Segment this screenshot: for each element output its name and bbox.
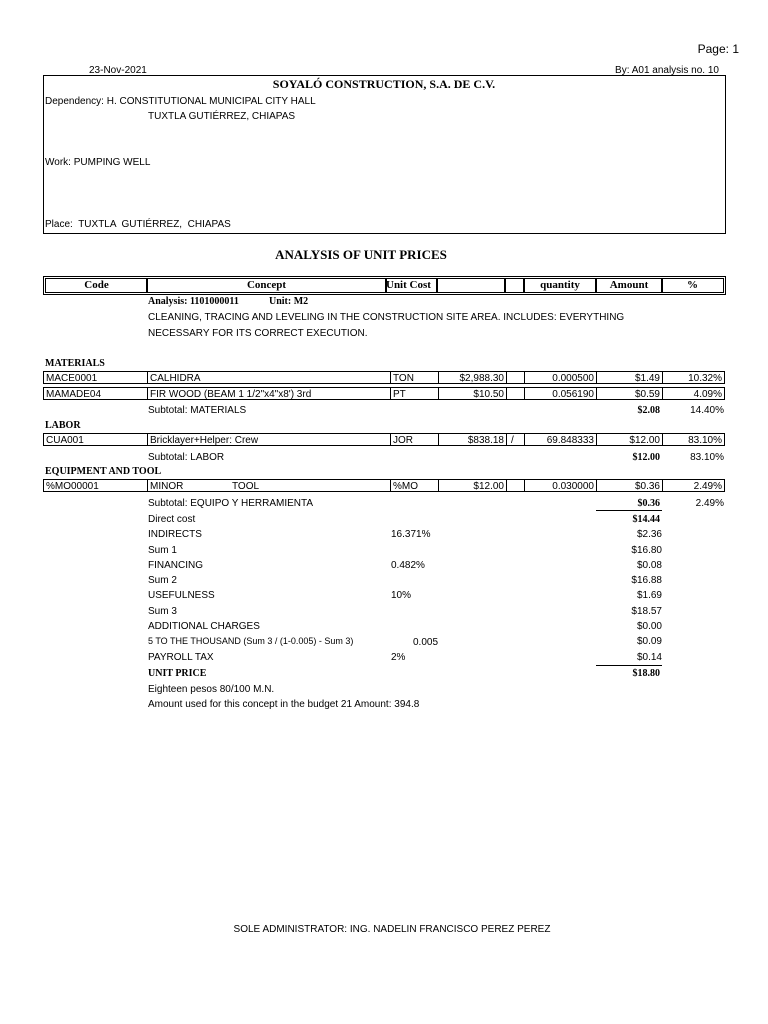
section-equipment-title: EQUIPMENT AND TOOL (45, 466, 162, 477)
row-amount: $1.49 (596, 371, 662, 384)
usefulness-label: USEFULNESS (148, 590, 215, 601)
row-pct: 83.10% (662, 433, 725, 446)
materials-subtotal-label: Subtotal: MATERIALS (148, 405, 247, 416)
row-code: MAMADE04 (43, 387, 147, 400)
row-unit: %MO (390, 479, 438, 492)
unit-price-label: UNIT PRICE (148, 668, 207, 679)
dependency-label: Dependency: (45, 96, 104, 107)
row-qty: 0.030000 (524, 479, 596, 492)
col-blank-2 (504, 278, 525, 293)
dependency-value: H. CONSTITUTIONAL MUNICIPAL CITY HALL (106, 96, 316, 107)
equipment-subtotal-label: Subtotal: EQUIPO Y HERRAMIENTA (148, 498, 314, 509)
five-thousand-label: 5 TO THE THOUSAND (Sum 3 / (1-0.005) - Sum 3) (148, 636, 354, 646)
materials-subtotal: $2.08 (637, 405, 660, 416)
section-labor-title: LABOR (45, 420, 81, 431)
col-concept: Concept (146, 278, 387, 293)
row-amount: $0.59 (596, 387, 662, 400)
row-cost: $12.00 (438, 479, 506, 492)
footer-administrator: SOLE ADMINISTRATOR: ING. NADELIN FRANCISCO PEREZ PEREZ (233, 924, 551, 935)
work-line (45, 157, 150, 168)
work-label: Work: (45, 157, 71, 168)
usefulness-rate: 10% (391, 590, 412, 601)
row-unit: TON (390, 371, 438, 384)
analysis-unit: Unit: M2 (269, 296, 309, 307)
financing-rate: 0.482% (391, 560, 425, 571)
report-title: ANALYSIS OF UNIT PRICES (275, 247, 447, 262)
labor-subtotal-pct: 83.10% (690, 452, 724, 463)
analysis-by: By: A01 analysis no. 10 (615, 65, 719, 76)
five-thousand-rate: 0.005 (413, 637, 439, 648)
payroll-value: $0.14 (636, 652, 662, 663)
row-concept-part1: MINOR (150, 481, 184, 492)
company-name: SOYALÓ CONSTRUCTION, S.A. DE C.V. (272, 77, 496, 91)
equipment-subtotal: $0.36 (637, 498, 660, 509)
sum3-value: $18.57 (631, 606, 662, 617)
row-unit: PT (390, 387, 438, 400)
row-code: %MO00001 (43, 479, 147, 492)
additional-value: $0.00 (636, 621, 662, 632)
dependency-city: TUXTLA GUTIÉRREZ, CHIAPAS (148, 111, 296, 122)
row-cost: $838.18 (438, 433, 506, 446)
row-qty: 0.056190 (524, 387, 596, 400)
sum2-label: Sum 2 (148, 575, 177, 586)
usefulness-value: $1.69 (636, 590, 662, 601)
work-value: PUMPING WELL (73, 157, 151, 168)
row-qty: 0.000500 (524, 371, 596, 384)
row-concept: CALHIDRA (147, 371, 390, 384)
analysis-id: Analysis: 1101000011 (148, 296, 239, 307)
col-quantity: quantity (523, 278, 597, 293)
sum1-value: $16.80 (631, 545, 662, 556)
direct-cost-label: Direct cost (148, 514, 196, 525)
row-code: CUA001 (43, 433, 147, 446)
indirects-rate: 16.371% (391, 529, 431, 540)
indirects-value: $2.36 (636, 529, 662, 540)
equipment-subtotal-pct: 2.49% (695, 498, 724, 509)
place-line (45, 219, 231, 230)
financing-value: $0.08 (636, 560, 662, 571)
payroll-label: PAYROLL TAX (148, 652, 214, 663)
row-concept-part2: TOOL (232, 481, 260, 492)
additional-label: ADDITIONAL CHARGES (148, 621, 260, 632)
financing-label: FINANCING (148, 560, 203, 571)
section-materials-title: MATERIALS (45, 358, 105, 369)
analysis-desc-2: NECESSARY FOR ITS CORRECT EXECUTION. (148, 328, 368, 339)
row-cost: $2,988.30 (438, 371, 506, 384)
col-percent: % (661, 278, 724, 293)
sum2-value: $16.88 (631, 575, 662, 586)
page-number: Page: 1 (697, 42, 739, 56)
row-blank (506, 479, 524, 492)
col-blank-1 (436, 278, 506, 293)
unit-price-rule (596, 665, 662, 666)
row-amount: $12.00 (596, 433, 662, 446)
row-concept (147, 479, 390, 492)
row-pct: 2.49% (662, 479, 725, 492)
unit-price-value: $18.80 (632, 668, 660, 679)
materials-subtotal-pct: 14.40% (690, 405, 724, 416)
direct-cost-rule (596, 510, 662, 511)
direct-cost-value: $14.44 (632, 514, 660, 525)
row-blank (506, 371, 524, 384)
place-value: TUXTLA GUTIÉRREZ, CHIAPAS (78, 219, 231, 230)
sum1-label: Sum 1 (148, 545, 177, 556)
row-code: MACE0001 (43, 371, 147, 384)
row-blank (506, 387, 524, 400)
budget-note: Amount used for this concept in the budget 21 Amount: 394.8 (148, 699, 420, 710)
col-code: Code (45, 278, 148, 293)
sum3-label: Sum 3 (148, 606, 177, 617)
row-pct: 4.09% (662, 387, 725, 400)
indirects-label: INDIRECTS (148, 529, 202, 540)
analysis-desc-1: CLEANING, TRACING AND LEVELING IN THE CONSTRUCTION SITE AREA. INCLUDES: EVERYTHING (148, 312, 625, 323)
row-cost: $10.50 (438, 387, 506, 400)
row-concept: FIR WOOD (BEAM 1 1/2"x4"x8') 3rd (147, 387, 390, 400)
labor-subtotal-label: Subtotal: LABOR (148, 452, 225, 463)
row-slash: / (506, 433, 524, 446)
report-date: 23-Nov-2021 (89, 65, 147, 76)
row-qty: 69.848333 (524, 433, 596, 446)
col-unit-cost: Unit Cost (385, 278, 438, 293)
five-thousand-value: $0.09 (636, 636, 662, 647)
amount-in-words: Eighteen pesos 80/100 M.N. (148, 684, 275, 695)
row-pct: 10.32% (662, 371, 725, 384)
labor-subtotal: $12.00 (632, 452, 660, 463)
place-label: Place: (45, 219, 73, 230)
payroll-rate: 2% (391, 652, 406, 663)
dependency-line (45, 96, 316, 107)
row-amount: $0.36 (596, 479, 662, 492)
row-concept: Bricklayer+Helper: Crew (147, 433, 390, 446)
row-unit: JOR (390, 433, 438, 446)
col-amount: Amount (595, 278, 663, 293)
